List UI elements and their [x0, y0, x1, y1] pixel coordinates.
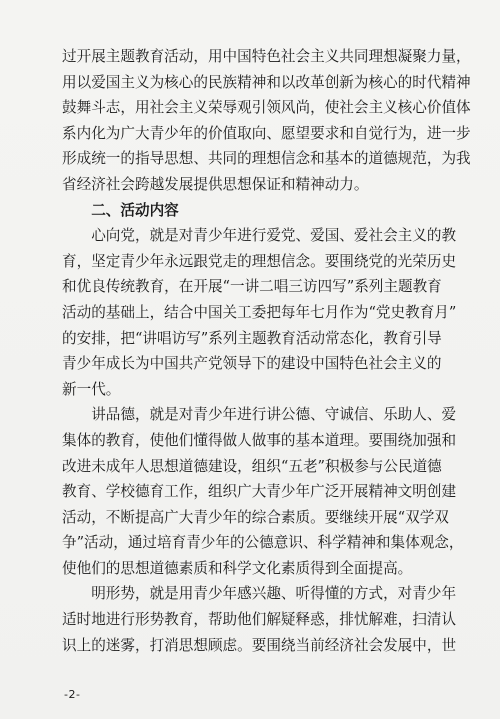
text-line: 争”活动，通过培育青少年的公德意识、科学精神和集体观念，	[62, 534, 464, 552]
paragraph-situation	[62, 581, 457, 658]
text-line: 讲品德，就是对青少年进行讲公德、守诚信、乐助人、爱	[91, 406, 457, 424]
text-line: 心向党，就是对青少年进行爱党、爱国、爱社会主义的教	[91, 227, 457, 245]
text-line: 用以爱国主义为核心的民族精神和以改革创新为核心的时代精神	[62, 73, 471, 91]
text-line: 改进未成年人思想道德建设，组织“五老”积极参与公民道德	[62, 457, 442, 475]
text-line: 适时地进行形势教育，帮助他们解疑释惑，排忧解难，扫清认	[62, 611, 457, 629]
text-line: 集体的教育，使他们懂得做人做事的基本道理。要围绕加强和	[62, 431, 457, 449]
text-line: 过开展主题教育活动，用中国特色社会主义共同理想凝聚力量，	[62, 48, 471, 65]
section-heading: 二、活动内容	[91, 201, 179, 219]
intro-paragraph	[62, 44, 471, 198]
text-line: 识上的迷雾，打消思想顾虑。要围绕当前经济社会发展中，世	[62, 636, 457, 654]
document-body	[62, 44, 471, 658]
text-line: 省经济社会跨越发展提供思想保证和精神动力。	[62, 175, 369, 193]
text-line: 青少年成长为中国共产党领导下的建设中国特色社会主义的	[62, 355, 442, 373]
text-line: 活动，不断提高广大青少年的综合素质。要继续开展“双学双	[62, 508, 449, 526]
text-line: 教育、学校德育工作，组织广大青少年广泛开展精神文明创建	[62, 483, 457, 501]
page-number: -2-	[64, 688, 81, 701]
text-line: 使他们的思想道德素质和科学文化素质得到全面提高。	[62, 559, 413, 577]
text-line: 系内化为广大青少年的价值取向、愿望要求和自觉行为，进一步	[62, 124, 471, 142]
paragraph-heart-toward-party	[62, 223, 457, 402]
text-line: 新一代。	[62, 380, 121, 398]
text-line: 明形势，就是用青少年感兴趣、听得懂的方式，对青少年	[91, 585, 457, 603]
text-line: 育，坚定青少年永远跟党走的理想信念。要围绕党的光荣历史	[62, 252, 457, 270]
text-line: 和优良传统教育，在开展“一讲二唱三访四写”系列主题教育	[62, 278, 442, 296]
text-line: 形成统一的指导思想、共同的理想信念和基本的道德规范，为我	[62, 150, 471, 168]
text-line: 的安排，把“讲唱访写”系列主题教育活动常态化，教育引导	[62, 329, 442, 347]
text-line: 鼓舞斗志，用社会主义荣辱观引领风尚，使社会主义核心价值体	[62, 99, 471, 117]
text-line: 活动的基础上，结合中国关工委把每年七月作为“党史教育月”	[62, 303, 457, 321]
paragraph-morality	[62, 402, 464, 581]
